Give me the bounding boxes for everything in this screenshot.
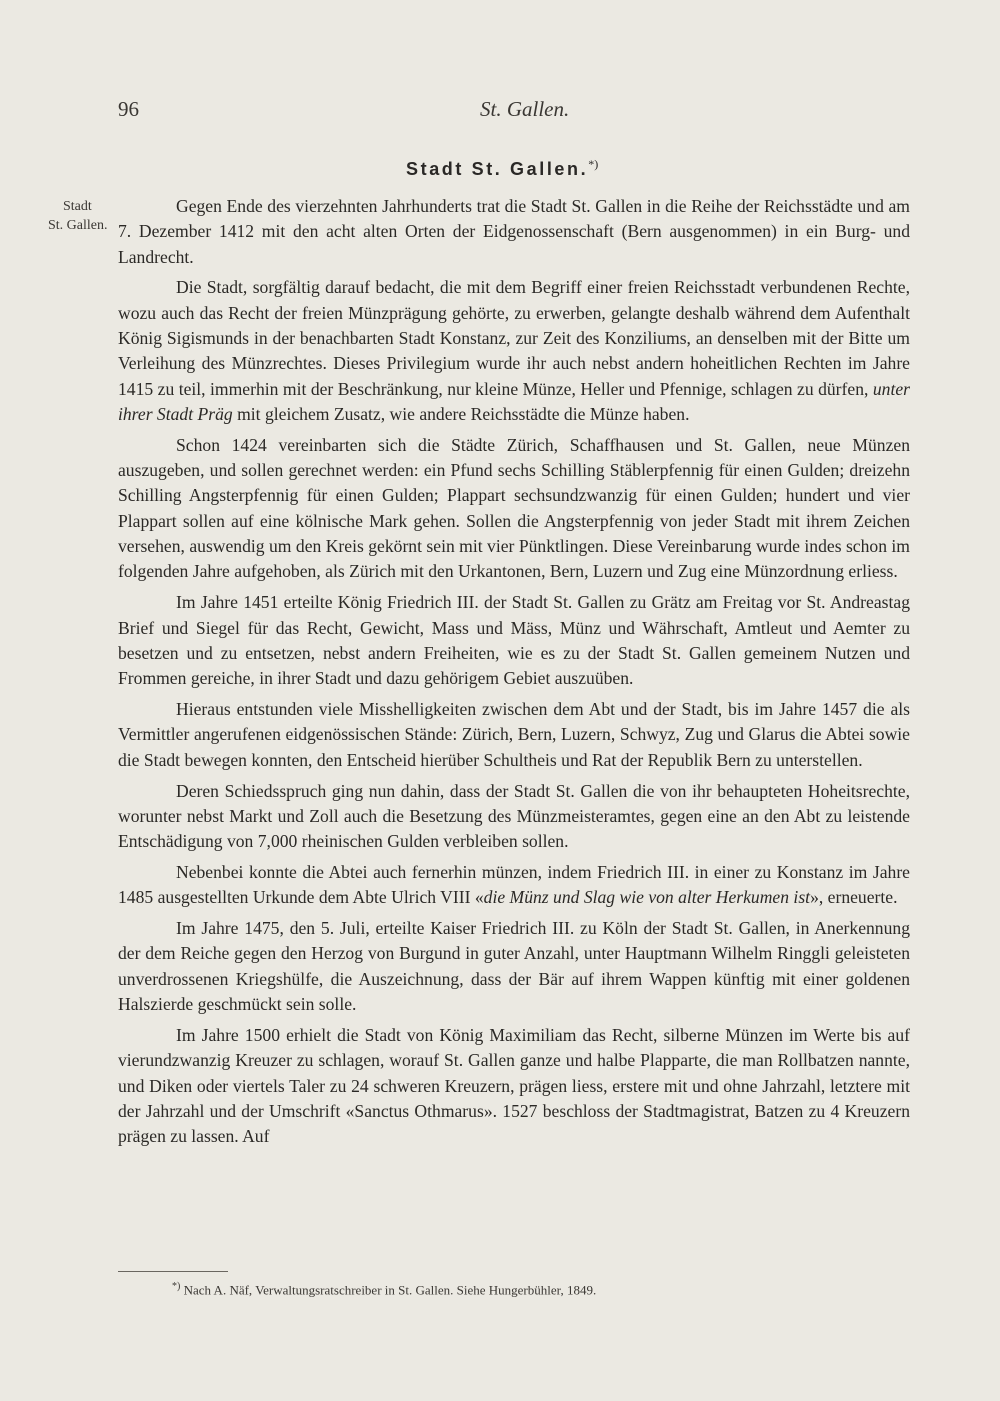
footnote-marker: *): [172, 1281, 181, 1292]
paragraph: [118, 697, 910, 773]
paragraph: [118, 275, 910, 427]
paragraph-text: Im Jahre 1451 erteilte König Friedrich III. der Stadt St. Gallen zu Grätz am Freitag vor St. Andreastag Brief und Siegel für das Recht, Gewicht, Mass und Mäss, Münz und Währschaft, Amtleut und Aemter zu besetzen und zu entsetzen, nebst andern Freiheiten, wie es zu der Stadt St. Gallen gemeinem Nutzen und Frommen gereiche, in ihrer Stadt und dazu gehörigem Gebiet auszuüben.: [118, 592, 910, 689]
section-title-text: Stadt St. Gallen.: [406, 159, 589, 179]
paragraph-text: Gegen Ende des vierzehnten Jahrhunderts trat die Stadt St. Gallen in die Reihe der Reichsstädte und am 7. Dezember 1412 mit den acht alten Orten der Eidgenossenschaft (Bern ausgenommen) in ein Burg- und Landrecht.: [118, 196, 910, 267]
paragraph-text: Im Jahre 1500 erhielt die Stadt von König Maximiliam das Recht, silberne Münzen im Werte bis auf vierundzwanzig Kreuzer zu schlagen, worauf St. Gallen ganze und halbe Plapparte, die man Rollbatzen nannte, und Diken oder viertels Taler zu 24 schweren Kreuzern, prägen liess, erstere mit und ohne Jahrzahl, letztere mit der Jahrzahl und der Umschrift «Sanctus Othmarus». 1527 beschloss der Stadtmagistrat, Batzen zu 4 Kreuzern prägen zu lassen. Auf: [118, 1024, 910, 1147]
footnote-reference: *): [588, 157, 599, 171]
paragraph-text: Die Stadt, sorgfältig darauf bedacht, die mit dem Begriff einer freien Reichsstadt verbundenen Rechte, wozu auch das Recht der freien Münzprägung gehörte, zu erwerben, gelangte deshalb während dem Aufenthalt König Sigismunds in der benachbarten Stadt Konstanz, zur Zeit des Konziliums, an denselben mit der Bitte um Verleihung des Münzrechtes. Dieses Privilegium wurde ihr auch nebst andern hoheitlichen Rechten im Jahre 1415 zu teil, immerhin mit der Beschränkung, nur kleine Münze, Heller und Pfennige, schlagen zu dürfen,: [118, 277, 910, 399]
footnote: [172, 1281, 872, 1298]
margin-note-line-2: St. Gallen.: [48, 218, 108, 233]
paragraph-text-continued: », erneuerte.: [810, 887, 898, 908]
paragraph-text: Im Jahre 1475, den 5. Juli, erteilte Kaiser Friedrich III. zu Köln der Stadt St. Gallen, in Anerkennung der dem Reiche gegen den Herzog von Burgund in guter Anzahl, unter Hauptmann Wilhelm Ringgli geleisteten unverdrossenen Kriegshülfe, die Auszeichnung, dass der Bär auf ihrem Wappen künftig mit einer goldenen Halszierde geschmückt sein solle.: [118, 918, 910, 1015]
margin-note: [48, 197, 128, 235]
paragraph: [118, 433, 910, 585]
paragraph: [118, 860, 910, 911]
paragraph-text: Nebenbei konnte die Abtei auch fernerhin münzen, indem Friedrich III. in einer zu Konstanz im Jahre 1485 ausgestellten Urkunde dem Abte Ulrich VIII «: [118, 861, 910, 908]
paragraph: [118, 590, 910, 691]
footnote-text: Nach A. Näf, Verwaltungsratschreiber in St. Gallen. Siehe Hungerbühler, 1849.: [183, 1282, 597, 1298]
footnote-divider: [118, 1271, 228, 1272]
body-text: [118, 194, 910, 1155]
paragraph: [118, 916, 910, 1017]
paragraph-text: Schon 1424 vereinbarten sich die Städte Zürich, Schaffhausen und St. Gallen, neue Münzen auszugeben, und sollen gerechnet werden: ein Pfund sechs Schilling Stäblerpfennig für einen Gulden; dreizehn Schilling Angsterpfennig für einen Gulden; Plappart sechsundzwanzig für einen Gulden; hundert und vier Plappart sollen auf eine kölnische Mark gehen. Sollen die Angsterpfennig von jeder Stadt mit ihrem Zeichen versehen, auswendig um den Kreis gekörnt sein mit vier Pünktlingen. Diese Vereinbarung wurde indes schon im folgenden Jahre aufgehoben, als Zürich mit den Urkantonen, Bern, Luzern und Zug eine Münzordnung erliess.: [118, 434, 910, 582]
running-title: St. Gallen.: [480, 97, 570, 121]
paragraph-text-continued: mit gleichem Zusatz, wie andere Reichsstädte die Münze haben.: [237, 403, 690, 424]
paragraph: [118, 1023, 910, 1149]
paragraph: [118, 779, 910, 855]
margin-note-line-1: Stadt: [63, 199, 92, 214]
paragraph-text: Hieraus entstunden viele Misshelligkeiten zwischen dem Abt und der Stadt, bis im Jahre 1457 die als Vermittler angerufenen eidgenössischen Stände: Zürich, Bern, Luzern, Schwyz, Zug und Glarus die Abtei sowie die Stadt bewegen konnten, den Entscheid hierüber Schultheis und Rat der Republik Bern zu unterstellen.: [118, 699, 910, 770]
section-title: [406, 157, 598, 180]
paragraph-italic-text: unter ihrer Stadt Präg: [118, 378, 910, 424]
paragraph-italic-text: die Münz und Slag wie von alter Herkumen ist: [483, 887, 811, 908]
page-number: 96: [118, 97, 139, 121]
paragraph: [118, 194, 910, 270]
paragraph-text: Deren Schiedsspruch ging nun dahin, dass der Stadt St. Gallen die von ihr behaupteten Hoheitsrechte, worunter nebst Markt und Zoll auch die Besetzung des Münzmeisteramtes, gegen eine an den Abt zu leistende Entschädigung von 7,000 rheinischen Gulden verbleiben sollen.: [118, 780, 910, 852]
